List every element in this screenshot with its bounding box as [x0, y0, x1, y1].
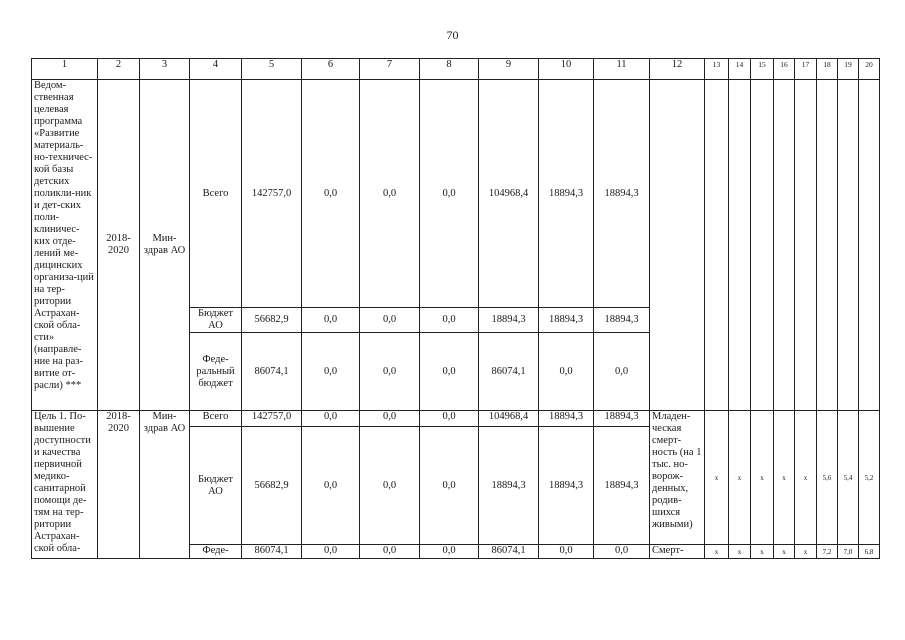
- column-header: 15: [751, 59, 774, 80]
- value-cell: 56682,9: [242, 427, 302, 545]
- empty-cell: [817, 80, 838, 411]
- value-cell: 18894,3: [594, 411, 650, 427]
- column-header: 16: [774, 59, 795, 80]
- funding-source: Феде-ральный бюджет: [190, 333, 242, 411]
- program-table: [31, 58, 880, 559]
- indicator-name: Смерт-: [650, 545, 705, 559]
- column-header: 9: [479, 59, 539, 80]
- column-header: 19: [838, 59, 859, 80]
- value-cell: 142757,0: [242, 411, 302, 427]
- program-row-total: [32, 80, 880, 308]
- funding-source: Феде-: [190, 545, 242, 559]
- column-header: 1: [32, 59, 98, 80]
- value-cell: 18894,3: [594, 80, 650, 308]
- value-cell: 142757,0: [242, 80, 302, 308]
- empty-cell: [795, 80, 817, 411]
- empty-cell: [838, 80, 859, 411]
- value-cell: 0,0: [420, 333, 479, 411]
- indicator-value: х: [729, 411, 751, 545]
- value-cell: 104968,4: [479, 411, 539, 427]
- value-cell: 0,0: [360, 411, 420, 427]
- value-cell: 0,0: [302, 308, 360, 333]
- value-cell: 56682,9: [242, 308, 302, 333]
- funding-source: Бюджет АО: [190, 308, 242, 333]
- value-cell: 18894,3: [479, 308, 539, 333]
- column-header: 7: [360, 59, 420, 80]
- value-cell: 0,0: [360, 80, 420, 308]
- indicator-value: х: [795, 411, 817, 545]
- value-cell: 18894,3: [539, 427, 594, 545]
- column-header: 2: [98, 59, 140, 80]
- indicator-value: х: [729, 545, 751, 559]
- indicator-value: х: [705, 545, 729, 559]
- value-cell: 0,0: [539, 545, 594, 559]
- value-cell: 0,0: [302, 427, 360, 545]
- funding-source: Всего: [190, 80, 242, 308]
- indicator-value: 5,4: [838, 411, 859, 545]
- funding-source: Бюджет АО: [190, 427, 242, 545]
- value-cell: 18894,3: [594, 427, 650, 545]
- value-cell: 0,0: [302, 411, 360, 427]
- empty-cell: [705, 80, 729, 411]
- value-cell: 0,0: [302, 333, 360, 411]
- value-cell: 0,0: [302, 545, 360, 559]
- column-header: 5: [242, 59, 302, 80]
- value-cell: 0,0: [420, 308, 479, 333]
- value-cell: 0,0: [360, 427, 420, 545]
- value-cell: 0,0: [594, 545, 650, 559]
- value-cell: 0,0: [302, 80, 360, 308]
- program-executor: Мин-здрав АО: [140, 80, 190, 411]
- column-header: 3: [140, 59, 190, 80]
- value-cell: 104968,4: [479, 80, 539, 308]
- value-cell: 0,0: [420, 427, 479, 545]
- column-number-row: [32, 59, 880, 80]
- column-header: 20: [859, 59, 880, 80]
- page-number: 70: [446, 28, 459, 42]
- column-header: 14: [729, 59, 751, 80]
- value-cell: 18894,3: [539, 80, 594, 308]
- program-period: 2018-2020: [98, 80, 140, 411]
- column-header: 8: [420, 59, 479, 80]
- column-header: 4: [190, 59, 242, 80]
- indicator-value: х: [751, 545, 774, 559]
- funding-source: Всего: [190, 411, 242, 427]
- empty-cell: [751, 80, 774, 411]
- indicator-value: х: [774, 411, 795, 545]
- indicator-value: х: [774, 545, 795, 559]
- column-header: 17: [795, 59, 817, 80]
- column-header: 13: [705, 59, 729, 80]
- program-name: Ведом-ственная целевая программа «Развитие материаль-но-техничес-кой базы детских поликли-ник и дет-ских поли-клиничес-ких отде-лений ме-дицинских организа-ций на тер-ритории Астрахан-ской обла-сти» (направле-ние на раз-витие от-расли) ***: [32, 80, 98, 411]
- indicator-value: 7,2: [817, 545, 838, 559]
- indicator-value: 7,0: [838, 545, 859, 559]
- empty-cell: [729, 80, 751, 411]
- empty-cell: [650, 80, 705, 411]
- goal-executor: Мин-здрав АО: [140, 411, 190, 559]
- value-cell: 0,0: [594, 333, 650, 411]
- value-cell: 0,0: [539, 333, 594, 411]
- value-cell: 0,0: [360, 333, 420, 411]
- value-cell: 86074,1: [242, 333, 302, 411]
- indicator-value: х: [751, 411, 774, 545]
- value-cell: 86074,1: [479, 333, 539, 411]
- indicator-value: 5,2: [859, 411, 880, 545]
- value-cell: 0,0: [360, 545, 420, 559]
- column-header: 11: [594, 59, 650, 80]
- value-cell: 0,0: [420, 80, 479, 308]
- value-cell: 18894,3: [539, 308, 594, 333]
- indicator-value: 5,6: [817, 411, 838, 545]
- value-cell: 18894,3: [539, 411, 594, 427]
- column-header: 12: [650, 59, 705, 80]
- value-cell: 0,0: [360, 308, 420, 333]
- value-cell: 86074,1: [242, 545, 302, 559]
- indicator-value: х: [705, 411, 729, 545]
- value-cell: 18894,3: [594, 308, 650, 333]
- column-header: 18: [817, 59, 838, 80]
- indicator-name: Младен-ческая смерт-ность (на 1 тыс. но-ворож-денных, родив-шихся живыми): [650, 411, 705, 545]
- empty-cell: [859, 80, 880, 411]
- value-cell: 18894,3: [479, 427, 539, 545]
- value-cell: 86074,1: [479, 545, 539, 559]
- goal-row-total: [32, 411, 880, 427]
- empty-cell: [774, 80, 795, 411]
- value-cell: 0,0: [420, 545, 479, 559]
- indicator-value: х: [795, 545, 817, 559]
- indicator-value: 6,8: [859, 545, 880, 559]
- goal-name: Цель 1. По-вышение доступности и качества первичной медико-санитарной помощи де-тям на тер-ритории Астрахан-ской обла-: [32, 411, 98, 559]
- column-header: 10: [539, 59, 594, 80]
- goal-period: 2018-2020: [98, 411, 140, 559]
- value-cell: 0,0: [420, 411, 479, 427]
- column-header: 6: [302, 59, 360, 80]
